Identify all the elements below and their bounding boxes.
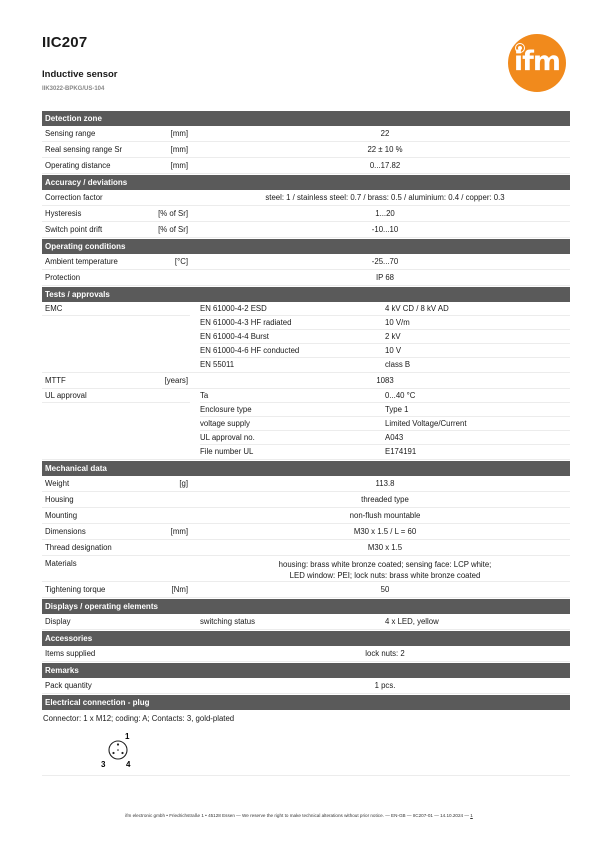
subtable-key: File number UL bbox=[200, 447, 254, 456]
row-hysteresis bbox=[42, 206, 570, 222]
logo-text: ifm bbox=[513, 46, 561, 77]
section-accessories: Accessories bbox=[42, 631, 570, 646]
row-pack-quantity bbox=[42, 678, 570, 694]
ifm-logo bbox=[508, 34, 566, 92]
row-label: Hysteresis bbox=[45, 209, 82, 218]
subtable-value: 10 V/m bbox=[385, 318, 410, 327]
connector-description: Connector: 1 x M12; coding: A; Contacts: 3, gold-plated bbox=[43, 714, 235, 723]
subtable-row bbox=[200, 330, 570, 344]
subtable-row bbox=[200, 445, 570, 459]
section-operating-conditions: Operating conditions bbox=[42, 239, 570, 254]
row-label: Display bbox=[45, 617, 71, 626]
product-title: IIC207 bbox=[42, 34, 88, 51]
row-label: Housing bbox=[45, 495, 74, 504]
row-weight bbox=[42, 476, 570, 492]
row-protection bbox=[42, 270, 570, 286]
row-label: Correction factor bbox=[45, 193, 103, 202]
row-value: 22 ± 10 % bbox=[367, 145, 403, 154]
row-ambient-temperature bbox=[42, 254, 570, 270]
row-label: Tightening torque bbox=[45, 585, 106, 594]
subtable-row bbox=[200, 316, 570, 330]
row-unit: [mm] bbox=[170, 145, 188, 154]
row-materials bbox=[42, 556, 570, 582]
row-housing bbox=[42, 492, 570, 508]
row-value: steel: 1 / stainless steel: 0.7 / brass: 0.5 / aluminium: 0.4 / copper: 0.3 bbox=[265, 193, 505, 202]
row-display bbox=[42, 614, 570, 630]
pin-label-4: 4 bbox=[126, 760, 131, 769]
pin-1-dot bbox=[117, 743, 119, 745]
subtable-key: EN 61000-4-6 HF conducted bbox=[200, 346, 300, 355]
subtable-row bbox=[200, 389, 570, 403]
row-operating-distance bbox=[42, 158, 570, 174]
subtable-value: 4 kV CD / 8 kV AD bbox=[385, 304, 449, 313]
pin-label-3: 3 bbox=[101, 760, 106, 769]
row-value: 1...20 bbox=[375, 209, 395, 218]
subtable-value: Limited Voltage/Current bbox=[385, 419, 467, 428]
pin-3-dot bbox=[112, 752, 114, 754]
row-dimensions bbox=[42, 524, 570, 540]
row-value: M30 x 1.5 bbox=[367, 543, 403, 552]
row-value: 113.8 bbox=[375, 479, 395, 488]
subtable-value: 0...40 °C bbox=[385, 391, 416, 400]
row-value: threaded type bbox=[361, 495, 409, 504]
row-value: non-flush mountable bbox=[349, 511, 421, 520]
datasheet-table bbox=[42, 110, 570, 776]
row-unit: [mm] bbox=[170, 129, 188, 138]
electrical-connection-block bbox=[42, 710, 570, 776]
m12-connector-pinout-diagram bbox=[100, 728, 140, 770]
row-ul-approval bbox=[42, 389, 570, 460]
article-code: IIK3022-BPKG/US-104 bbox=[42, 86, 105, 92]
subtable-row bbox=[200, 431, 570, 445]
row-label: MTTF bbox=[45, 376, 66, 385]
section-tests-approvals: Tests / approvals bbox=[42, 287, 570, 302]
row-unit: [mm] bbox=[170, 161, 188, 170]
subtable-key: Enclosure type bbox=[200, 405, 252, 414]
subtable-row bbox=[200, 614, 570, 629]
row-tightening-torque bbox=[42, 582, 570, 598]
row-label: Sensing range bbox=[45, 129, 96, 138]
row-label: Real sensing range Sr bbox=[45, 145, 123, 154]
row-unit: [mm] bbox=[170, 527, 188, 536]
subtable-key: EN 61000-4-2 ESD bbox=[200, 304, 267, 313]
subtable-value: 2 kV bbox=[385, 332, 401, 341]
row-value: lock nuts: 2 bbox=[365, 649, 405, 658]
row-label: Dimensions bbox=[45, 527, 86, 536]
row-label: Operating distance bbox=[45, 161, 111, 170]
row-value: 1083 bbox=[376, 376, 394, 385]
row-value: 0...17.82 bbox=[369, 161, 401, 170]
footer-page-link[interactable]: 1 bbox=[470, 813, 473, 818]
subtable-key: voltage supply bbox=[200, 419, 250, 428]
document-header bbox=[42, 0, 572, 100]
row-label: Thread designation bbox=[45, 543, 112, 552]
row-sensing-range bbox=[42, 126, 570, 142]
row-value: -25...70 bbox=[371, 257, 399, 266]
materials-line-1: housing: brass white bronze coated; sensing face: LCP white; bbox=[278, 560, 492, 569]
subtable-key: EN 55011 bbox=[200, 360, 235, 369]
row-unit: [% of Sr] bbox=[158, 209, 188, 218]
subtable-value: class B bbox=[385, 360, 411, 369]
row-label: Weight bbox=[45, 479, 70, 488]
row-label: UL approval bbox=[45, 391, 87, 400]
row-label: Materials bbox=[45, 559, 77, 568]
row-unit: [°C] bbox=[174, 257, 188, 266]
row-value: 1 pcs. bbox=[374, 681, 396, 690]
subtable-row bbox=[200, 417, 570, 431]
subtable-key: EN 61000-4-4 Burst bbox=[200, 332, 269, 341]
row-unit: [years] bbox=[164, 376, 188, 385]
row-label: EMC bbox=[45, 304, 63, 313]
subtable-key: EN 61000-4-3 HF radiated bbox=[200, 318, 292, 327]
row-label: Ambient temperature bbox=[45, 257, 118, 266]
subtable-value: 4 x LED, yellow bbox=[385, 617, 439, 626]
row-label: Items supplied bbox=[45, 649, 96, 658]
footer-text: ifm electronic gmbh • Friedrichstraße 1 • 45128 Essen — We reserve the right to make technical alterations without prior notice. — EN-GB — IIC207-01 — 14.10.2024 — bbox=[125, 813, 469, 818]
display-subtable bbox=[190, 614, 570, 629]
row-mounting bbox=[42, 508, 570, 524]
row-value: 50 bbox=[380, 585, 390, 594]
page-footer bbox=[0, 813, 598, 818]
row-correction-factor bbox=[42, 190, 570, 206]
subtable-value: 10 V bbox=[385, 346, 402, 355]
row-value: -10...10 bbox=[371, 225, 399, 234]
row-switch-point-drift bbox=[42, 222, 570, 238]
row-label: Pack quantity bbox=[45, 681, 92, 690]
section-remarks: Remarks bbox=[42, 663, 570, 678]
subtable-row bbox=[200, 344, 570, 358]
emc-subtable bbox=[190, 302, 570, 372]
row-thread-designation bbox=[42, 540, 570, 556]
row-label: Switch point drift bbox=[45, 225, 103, 234]
row-value: M30 x 1.5 / L = 60 bbox=[353, 527, 417, 536]
row-value: IP 68 bbox=[375, 273, 395, 282]
subtable-value: E174191 bbox=[385, 447, 417, 456]
section-electrical-connection: Electrical connection - plug bbox=[42, 695, 570, 710]
product-subtitle: Inductive sensor bbox=[42, 69, 118, 80]
subtable-key: Ta bbox=[200, 391, 209, 400]
row-unit: [Nm] bbox=[171, 585, 188, 594]
subtable-value: A043 bbox=[385, 433, 404, 442]
materials-line-2: LED window: PEI; lock nuts: brass white bronze coated bbox=[289, 571, 481, 580]
section-mechanical-data: Mechanical data bbox=[42, 461, 570, 476]
ul-subtable bbox=[190, 389, 570, 459]
row-label: Mounting bbox=[45, 511, 78, 520]
row-mttf bbox=[42, 373, 570, 389]
subtable-key: UL approval no. bbox=[200, 433, 255, 442]
subtable-row bbox=[200, 358, 570, 372]
pin-label-1: 1 bbox=[125, 732, 130, 741]
center-dot bbox=[117, 749, 119, 751]
section-detection-zone: Detection zone bbox=[42, 111, 570, 126]
row-value: 22 bbox=[380, 129, 390, 138]
subtable-row bbox=[200, 302, 570, 316]
row-unit: [% of Sr] bbox=[158, 225, 188, 234]
pin-4-dot bbox=[121, 752, 123, 754]
row-emc bbox=[42, 302, 570, 373]
subtable-key: switching status bbox=[200, 617, 256, 626]
row-value bbox=[190, 556, 570, 581]
row-real-sensing-range bbox=[42, 142, 570, 158]
row-unit: [g] bbox=[179, 479, 188, 488]
row-items-supplied bbox=[42, 646, 570, 662]
subtable-value: Type 1 bbox=[385, 405, 409, 414]
subtable-row bbox=[200, 403, 570, 417]
section-accuracy: Accuracy / deviations bbox=[42, 175, 570, 190]
row-label: Protection bbox=[45, 273, 81, 282]
section-displays: Displays / operating elements bbox=[42, 599, 570, 614]
